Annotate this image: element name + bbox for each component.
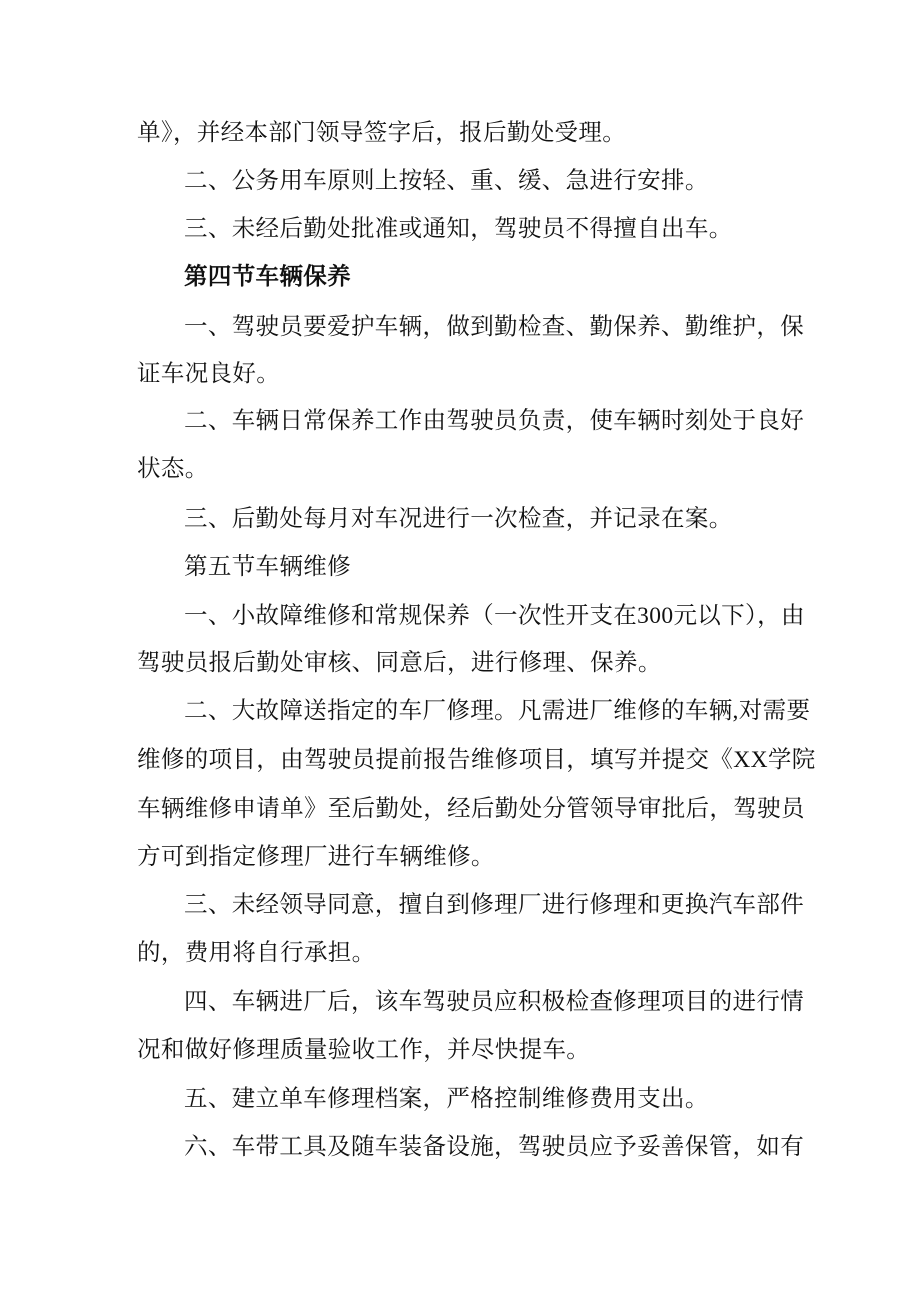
text-line: 单》，并经本部门领导签字后，报后勤处受理。: [137, 120, 627, 146]
section-heading: 第五节车辆维修: [184, 554, 351, 580]
text-line: 二、公务用车原则上按轻、重、缓、急进行安排。: [184, 168, 709, 194]
text-line: 一、小故障维修和常规保养（一次性开支在300元以下），由: [184, 603, 805, 629]
text-line: 的，费用将自行承担。: [137, 940, 376, 966]
text-line: 证车况良好。: [137, 361, 281, 387]
text-line: 二、车辆日常保养工作由驾驶员负责，使车辆时刻处于良好: [184, 408, 805, 434]
text-line: 驾驶员报后勤处审核、同意后，进行修理、保养。: [137, 650, 662, 676]
text-line: 方可到指定修理厂进行车辆维修。: [137, 844, 495, 870]
text-line: 况和做好修理质量验收工作，并尽快提车。: [137, 1037, 591, 1063]
text-line: 二、大故障送指定的车厂修理。凡需进厂维修的车辆,对需要: [184, 698, 811, 724]
text-line: 四、车辆进厂后，该车驾驶员应积极检查修理项目的进行情: [184, 989, 805, 1015]
text-line: 一、驾驶员要爱护车辆，做到勤检查、勤保养、勤维护，保: [184, 314, 805, 340]
text-line: 维修的项目，由驾驶员提前报告维修项目，填写并提交《XX学院: [137, 747, 816, 773]
section-heading: 第四节车辆保养: [184, 264, 351, 290]
text-line: 六、车带工具及随车装备设施，驾驶员应予妥善保管，如有: [184, 1134, 805, 1160]
text-line: 状态。: [137, 456, 209, 482]
text-line: 三、后勤处每月对车况进行一次检查，并记录在案。: [184, 506, 733, 532]
text-line: 五、建立单车修理档案，严格控制维修费用支出。: [184, 1086, 709, 1112]
text-line: 车辆维修申请单》至后勤处，经后勤处分管领导审批后，驾驶员: [137, 796, 805, 822]
text-line: 三、未经领导同意，擅自到修理厂进行修理和更换汽车部件: [184, 892, 805, 918]
text-line: 三、未经后勤处批准或通知，驾驶员不得擅自出车。: [184, 216, 733, 242]
